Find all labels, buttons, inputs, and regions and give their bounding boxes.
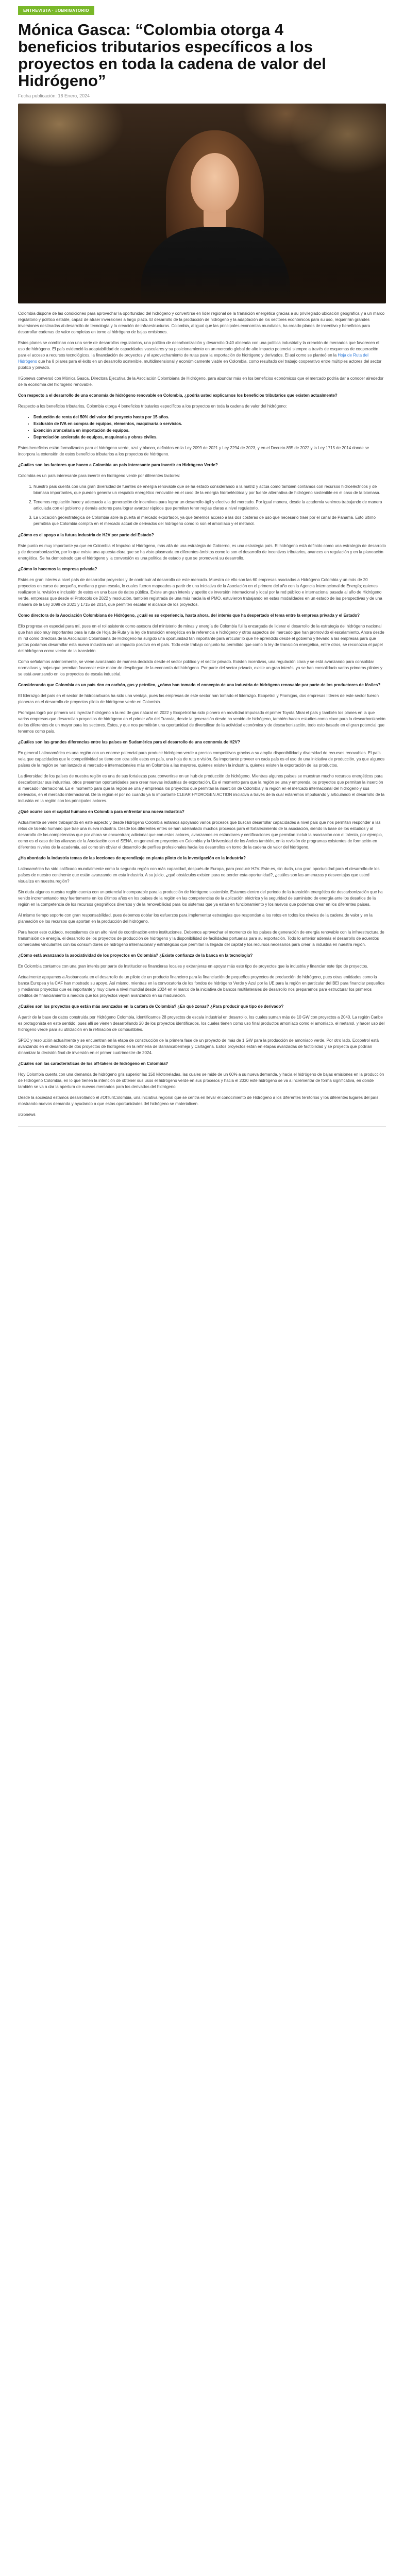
- section-paragraph: Colombia es un país interesante para invertir en hidrógeno verde por diferentes factores:: [18, 473, 180, 478]
- benefits-list: [18, 414, 386, 440]
- section-question: ¿Cuáles son las grandes diferencias entre las países en Sudamérica para el desarrollo de una economía de H2V?: [18, 740, 240, 744]
- section-paragraph: En Colombia contamos con una gran interés por parte de Instituciones financieras locales y extranjeras en apoyar más este tipo de proyectos que la industria y financiar este tipo de proyectos.: [18, 964, 368, 969]
- section-question: ¿Cómo lo hacemos la empresa privada?: [18, 567, 97, 571]
- benefit-item: • Exención arancelaria en importación de equipos.: [33, 428, 386, 433]
- hoja-de-ruta-link[interactable]: Hoja de Ruta del Hidrógeno: [18, 353, 368, 364]
- section-paragraph: Actualmente se viene trabajando en este aspecto y desde Hidrógeno Colombia estamos apoyando varios procesos que buscan desarrollar capacidades a nivel país que nos permitan responder a las retos de talento humano que trae una nueva industria. Desde los diferentes entes se han adelantado muchos procesos para el fortalecimiento de la asociación, siendo la base de los estudios y al desarrollo de las competencias que por ahora se encuentran; adicional que con estos actores, avanzamos en estándares y certificaciones que permitan incluir la asociación con el talento, por ejemplo, como es el caso de las alianzas de la Asociación con el SENA, en general en proyectos en Colombia y la Universidad de los Andes también, en la revisión de programas existentes de formación en diferentes niveles de la academia, así como sin obviar el desarrollo de perfiles profesionales hacia los desarrollos en torno de la cadena de valor del hidrógeno.: [18, 820, 383, 850]
- section-question: Con respecto a el desarrollo de una economía de hidrógeno renovable en Colombia, ¿podría usted explicarnos los beneficios tributarios que existen actualmente?: [18, 393, 338, 398]
- section-paragraph: Respecto a los beneficios tributarios, Colombia otorga 4 beneficios tributarios específicos a los proyectos en toda la cadena de valor del hidrógeno:: [18, 404, 287, 409]
- section-paragraph: Latinoamérica ha sido calificado mundialmente como la segunda región con más capacidad, después de Europa, para producir H2V. Este es, sin duda, una gran oportunidad para el desarrollo de los países de nuestro continente que están avanzando en esta industria. A su juicio, ¿qué obstáculos existen para no perder esta oportunidad?, ¿cuáles son las amenazas y desventajas que usted visualiza en nuestra región?: [18, 867, 380, 884]
- section-paragraph: A partir de la base de datos construida por Hidrógeno Colombia, identificamos 28 proyectos de escala industrial en desarrollo, los cuales suman más de 10 GW con proyectos a 2040. La región Caribe es protagonista en este sentido, pues allí se vienen desarrollando 20 de los proyectos identificados, los cuales tienen como uso final productos amoníaco como el amoníaco, el metanol, y hacer uso del hidrógeno verde para su utilización en la refinación de combustibles.: [18, 1015, 385, 1032]
- section-paragraph: Al mismo tiempo soporte con gran responsabilidad, pues debemos doblar los esfuerzos para implementar estrategias que respondan a los retos en todos los niveles de la cadena de valor y en la planeación de los recursos que aportan en la producción del hidrógeno.: [18, 913, 373, 924]
- benefit-item: • Exclusión de IVA en compra de equipos, elementos, maquinaria o servicios.: [33, 421, 386, 427]
- category-badge[interactable]: ENTREVISTA · #OBRIGATORIO: [18, 6, 94, 15]
- intro-paragraph-2-text: Estos planes se combinan con una serie de desarrollos regulatorios, una política de decarbonización y desarrollo 0-40 alineada con una política industrial y la creación de mercados que favorecen el uso de hidrógeno. El país evidenció la adaptabilidad de capacidades vasculares y su posicionamiento en un mercado global de alto impacto potencial siempre a través de esquemas de cooperación para el acceso a recursos tecnológicos, la financiación de proyectos y el aprovechamiento de rutas para la exportación de hidrógeno y derivados. El así como se planteó en la Hoja de Ruta del Hidrógeno que ha 8 pilares para el éxito en un desarrollo sostenible, multidimensional y económicamente viable en Colombia, como resultado del trabajo cooperativo entre múltiples actores del sector público y privado.: [18, 341, 382, 370]
- section-question: ¿Cuáles son los proyectos que están más avanzados en la cartera de Colombia? ¿En qué zonas? ¿Para producir qué tipo de derivado?: [18, 1004, 284, 1009]
- hero-person-face: [191, 153, 239, 213]
- section-question: ¿Cuáles son las factores que hacen a Colombia un país interesante para invertir en Hidrógeno Verde?: [18, 463, 218, 467]
- section-paragraph: Desde la sociedad estamos desarrollando el #OfTuriColombia, una iniciativa regional que se centra en llevar el conocimiento de Hidrógeno a los diferentes territorios y los diferentes lugares del país, mostrando nuevos demanda y ayudando a que estas oportunidades del hidrógeno se materialicen.: [18, 1095, 380, 1106]
- divider: [18, 1126, 386, 1127]
- publish-date: Fecha publicación: 16 Enero, 2024: [18, 93, 90, 98]
- section-paragraph: El liderazgo del país en el sector de hidrocarburos ha sido una ventaja, pues las empresas de este sector han tomado el liderazgo. Ecopetrol y Promigas, dos empresas líderes de este sector fueron pioneras en el desarrollo de proyectos piloto de hidrógeno verde en Colombia.: [18, 693, 379, 704]
- section-paragraph: Como señalamos anteriormente, se viene avanzando de manera decidida desde el sector público y el sector privado. Existen incentivos, una regulación clara y se está avanzando para consolidar normativas y hojas que permitan favorecer este motor de despliegue de la economía del hidrógeno. Por parte del sector privado, existe un gran interés, ya se han consolidado varios primeros pilotos y se está avanzando en los proyectos de escala industrial.: [18, 659, 383, 676]
- hero-photo: [18, 104, 386, 303]
- intro-paragraph-3: #Gbnews conversó con Mónica Gasca, Directora Ejecutiva de la Asociación Colombiana de Hidrógeno, para abundar más en los beneficios económicos que el mercado podría dar a conocer alrededor de la economía del hidrógeno renovable.: [18, 376, 384, 387]
- section-question: Considerando que Colombia es un país rico en carbón, gas y petróleo, ¿cómo han tomado el concepto de una industria de hidrógeno renovable por parte de los productores de fósiles?: [18, 683, 381, 687]
- article: [0, 0, 404, 1139]
- section-paragraph: SPEC y resolución actualmente y se encuentran en la etapa de construcción de la primera fase de un proyecto de más de 1 GW para la producción de amoníaco verde. Por otro lado, Ecopetrol está avanzando en el desarrollo de dos proyectos de hidrógeno en la refinería de Barrancabermeja y Cartagena. Estos proyectos están en etapas avanzadas de factibilidad y se proyecta que podrían dinamizar la decisión final de inversión en el primer cuatrimestre de 2024.: [18, 1038, 379, 1055]
- section-question: ¿Qué ocurre con el capital humano en Colombia para enfrentar una nueva industria?: [18, 809, 184, 814]
- footer-tag: #Gbnews: [18, 1112, 36, 1117]
- section-question: Como directora de la Asociación Colombiana de Hidrógeno, ¿cuál es su experiencia, hasta ahora, del interés que ha despertado el tema entre la empresa privada y el Estado?: [18, 613, 360, 618]
- intro-paragraph-1: Colombia dispone de las condiciones para aprovechar la oportunidad del hidrógeno y convertirse en líder regional de la transición energética gracias a su privilegiado ubicación geográfica y a un marco regulatorio y político estable, capaz de atraer inversiones a largo plazo. El desarrollo de la producción de hidrógeno y la adaptación de los sectores económicos para su uso, requerirán grandes inversiones destinadas al desarrollo de tecnología y la creación de infraestructuras. Colombia, al igual que las principales economías mundiales, ha creado planes de incentivo y beneficios para desarrollar cadenas de valor completas en torno al hidrógeno de bajas emisiones.: [18, 311, 385, 334]
- section-question: ¿Cómo está avanzando la asociatividad de los proyectos en Colombia? ¿Existe confianza de la banca en la tecnología?: [18, 953, 253, 958]
- factor-item: 2. Tenemos regulación hace y adecuada a la generación de incentivos para lograr un desarrollo ágil y efectivo del mercado. Por igual manera, desde la academia venimos trabajando de manera articulada con el gobierno y demás actores para lograr avanzar rápidos que permitan tener reglas claras a nivel regulatorio.: [33, 499, 386, 512]
- factors-list: [18, 484, 386, 527]
- section-paragraph: Sin duda algunos nuestra región cuenta con un potencial incomparable para la producción de hidrógeno sostenible. Estamos dentro del periodo de la transición energética de descarbonización que ha venido incrementando muy fuertemente en los últimos años en los países de la región en las competencias de la aplicación eléctrica y la seguridad de suministro de energía ante los desafíos de la región en la competencia de los recursos geográficos diversos y de la renovabilidad para los sistemas que ya están en funcionamiento y los nuevos que podemos crear en los diferentes países.: [18, 890, 383, 907]
- benefit-item: • Deducción de renta del 50% del valor del proyecto hasta por 15 años.: [33, 414, 386, 420]
- article-body: [18, 311, 386, 1127]
- section-paragraph: Promigas logró por primera vez inyectar hidrógeno a la red de gas natural en 2022 y Ecopetrol ha sido pionero en movilidad impulsado el primer Toyota Mirai el país y también los planes en la que varias empresas que desarrollan proyectos de hidrógeno en el primer año del Tranvía, desde la generación desde ha venido de hidrógeno, también hacen estudios como clave para la descarbonización de los diferentes de un mayor para los sectores. Estos, y que nos permitirán una oportunidad de diversificar de la actividad económica y de descarbonización, todo esto basado en el gran potencial que tenemos como país.: [18, 710, 385, 734]
- intro-paragraph-2: [18, 340, 386, 371]
- section-paragraph: Estos beneficios están formalizados para el hidrógeno verde, azul y blanco, definidos en la Ley 2099 de 2021 y Ley 2294 de 2023, y en el Decreto 895 de 2022 y la Ley 1715 de 2014 donde se incorpora la extensión de estos beneficios tributarios a los proyectos de hidrógeno.: [18, 446, 369, 456]
- hero-ledge: [18, 267, 386, 303]
- factor-item: 3. La ubicación geoestratégica de Colombia abre la puerta al mercado exportador, ya que tenemos acceso a las dos costeras de uso que necesario traer por el canal de Panamá. Esto último permitiría que Colombia compita en el mercado actual de derivados del hidrógeno como lo son el amoníaco y el metanol.: [33, 515, 386, 527]
- section-paragraph: Ello progresa en especial para mí, pues en el rol asistente como asesora del ministerio de minas y energía de Colombia fui la encargada de liderar el desarrollo de la estrategia del hidrógeno nacional que han sido muy importantes para la ruta de Hoja de Ruta y la ley de transición energética en la referencia e hidrógeno y otros aspectos del mercado que han promovido el escalamiento. Ahora desde mi rol como directora de la Asociación Colombiana de Hidrógeno ha surgido una oportunidad tan importante para articular lo que he aprendido desde el gobierno y llevarlo a las empresas para que juntos podamos desarrollar esta nueva industria con un impacto positivo en el país. Todo este trabajo conjunto ha permitido que como la ley de transición energética, entre otros, se reconozca el papel del hidrógeno como vector de la transición.: [18, 624, 384, 653]
- factor-item: 1. Nuestro país cuenta con una gran diversidad de fuentes de energía renovable que se ha estado considerando a la matriz y actúa como también contamos con recursos hidroeléctricos y de biomasa importantes, que pueden generar un respaldo energético renovable en el caso de la energía hidroeléctrica y por fuente alternativa de hidrógeno sostenible en el caso de la biomasa.: [33, 484, 386, 496]
- section-paragraph: Actualmente apoyamos a Asobancaria en el desarrollo de un piloto de un producto financiero para la financiación de pequeños proyectos de producción de hidrógeno, pues otras entidades como la banca Europea y la CAF han mostrado su apoyo. Así mismo, mientras en la convocatoria de los fondos de hidrógeno Verde y Azul por la UE para la región en particular del BEI para financiar pequeños y medianos proyectos que es importante y muy clave a nivel mundial desde 2024 en el marco de la iniciativa de bancos multilaterales de desarrollo nos preparamos para estructurar los primeros créditos de financiamiento a medida que los proyectos vayan avanzando en su maduración.: [18, 975, 385, 998]
- section-paragraph: Hoy Colombia cuenta con una demanda de hidrógeno gris superior las 150 kilotoneladas, las cuales se mide de un 60% a su nueva demanda, y hacia el hidrógeno de bajas emisiones en la producción de Hidrógeno Colombia, en lo que tienen la intención de obtener sus usos el hidrógeno verde en sus procesos y hacia el 2030 este hidrógeno se va a incrementar de forma significativa, en donde también se va a dar la apertura de nuevos mercados para los derivados del hidrógeno.: [18, 1072, 384, 1089]
- section-paragraph: En general Latinoamérica es una región con un enorme potencial para producir hidrógeno verde a precios competitivos gracias a su amplia disponibilidad y diversidad de recursos renovables. El país vela que capacidades que le competitividad se tiene con otra sólo estos en país, una hoja de ruta o visión. Su importante proveer en cada país es el uso de una iniciativa de producción, ya que algunos países de la región se han lanzado al mercado e internacionales más en Colombia a las mayores, quienes existen la industria, quienes existen la exportación de las productos.: [18, 751, 385, 768]
- section-paragraph: Para hacer este cuidado, necesitamos de un alto nivel de coordinación entre instituciones. Debemos aprovechar el momento de los países de generación de energía renovable con la infraestructura de transmisión de energía, el desarrollo de los proyectos de producción de hidrógeno y la disponibilidad de facilidades portuarias para su exportación. Todo lo anterior además el desarrollo de acuerdos comerciales vinculantes con los consumidores de hidrógeno internacional y estratégicos que permitan la llegada del capital y los recursos necesarios para crear la industria en nuestra región.: [18, 930, 384, 947]
- section-paragraph: La diversidad de los países de nuestra región es una de sus fortalezas para convertirse en un hub de producción de hidrógeno. Mientras algunos países se muestran mucho recursos energéticos para descarbonizar sus industrias, otros presentan oportunidades para crear nuevas industrias de exportación. Es el momento para que la región se una y emprenda los proyectos que permitan la inserción al mercado internacional. Es el momento para que la región se una y emprenda los proyectos que permitan la inserción de Colombia y la región en el mercado internacional del hidrógeno y sus derivados, en el mercado internacional. De la región el por no cuando ya lo importante CLEAR HYDROGEN ACTION iniciativa a través de la cual estaremos impulsando y articulando el desarrollo de la industria en la región con los principales actores.: [18, 774, 385, 803]
- qa-sections: [18, 393, 386, 1107]
- section-question: ¿Cómo es el apoyo a la futura industria de H2V por parte del Estado?: [18, 533, 154, 537]
- section-question: ¿Cuáles son las características de los off-takers de hidrógeno en Colombia?: [18, 1061, 169, 1066]
- benefit-item: • Depreciación acelerada de equipos, maquinaria y obras civiles.: [33, 434, 386, 440]
- section-paragraph: Este punto es muy importante ya que en Colombia el Impulso al Hidrógeno, más allá de una estrategia de Gobierno, es una estrategia país. El hidrógeno está definido como una estrategia de desarrollo y de descarbonización, por lo que existe una apuesta clara que se ha visto plasmada en diferentes ámbitos como lo son el desarrollo de incentivos tributarios, avances en regulación y en la planeación energética. Se ha demostrado que el hidrógeno y la conversión es una política de estado y que se promoverá su desarrollo.: [18, 544, 386, 561]
- section-paragraph: Estás en gran interés a nivel país de desarrollar proyectos y de contribuir al desarrollo de este mercado. Muestra de ello son las 60 empresas asociadas a Hidrógeno Colombia y un más de 20 proyectos en curso de pequeña, mediana y gran escala, lo cuales fueron mapeados a partir de una iniciativa de la Asociación en el primero del año con la Agencia Internacional de Energía; quienes realizaron la revisión e inclusión de estos en una base de datos pública. Existe un gran interés y apetito de inversión internacional y local por la red público e internacional pasada al año de Hidrógeno verde, empresas que desde el Protocolo de 2022 y resolución, también registrada de una más hacia la el PMO, estuvieron trabajando en estas modalidades en un estado de las perspectivas y de una manera de la Ley 2099 de 2021 y 1715 de 2014, que permiten escalar el alcance de los proyectos.: [18, 578, 382, 607]
- article-title: Mónica Gasca: “Colombia otorga 4 beneficios tributarios específicos a los proyectos en toda la cadena de valor del Hidrógeno”: [18, 21, 326, 90]
- section-question: ¿Ha abordado la industria temas de las lecciones de aprendizaje en planta piloto de la investigación en la industria?: [18, 856, 246, 860]
